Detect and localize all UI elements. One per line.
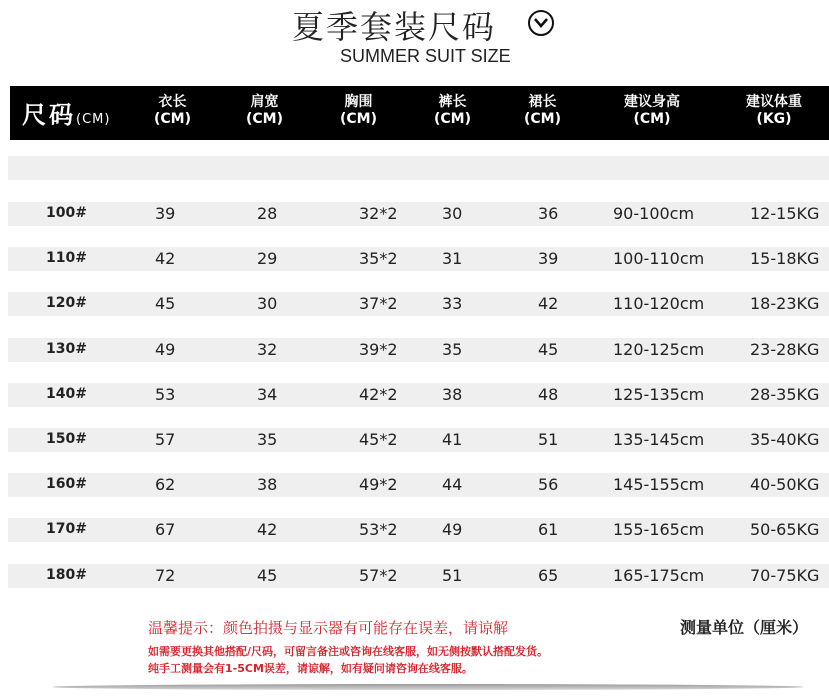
measurement-unit-label: 测量单位（厘米） (680, 618, 809, 637)
table-row (8, 292, 829, 316)
value-cell: 45 (538, 340, 559, 359)
header-col-height (624, 94, 680, 128)
value-cell: 39 (155, 204, 176, 223)
note-exchange: 如需要更换其他搭配/尺码，可留言备注或咨询在线客服，如无侧按默认搭配发货。 (148, 645, 549, 658)
value-cell: 34 (257, 385, 278, 404)
value-cell: 36 (538, 204, 559, 223)
col-name: 建议身高 (624, 94, 680, 110)
notice-text: 温馨提示：颜色拍摄与显示器有可能存在误差，请谅解 (148, 619, 509, 637)
value-cell: 53 (155, 385, 176, 404)
value-cell: 53*2 (359, 520, 398, 539)
value-cell: 49*2 (359, 475, 398, 494)
value-cell: 30 (257, 294, 278, 313)
value-cell: 42 (538, 294, 559, 313)
value-cell: 18-23KG (750, 294, 820, 313)
value-cell: 57*2 (359, 566, 398, 585)
header-col-skirt-length (524, 94, 561, 128)
size-cell: 150# (46, 431, 87, 447)
col-unit: (CM) (154, 111, 192, 127)
col-unit: (CM) (340, 111, 378, 127)
col-unit: (CM) (434, 111, 472, 127)
size-cell: 140# (46, 386, 87, 402)
value-cell: 45 (257, 566, 278, 585)
chevron-down-circle-icon[interactable] (528, 10, 554, 36)
blank-row (8, 156, 829, 180)
size-cell: 160# (46, 476, 87, 492)
value-cell: 49 (442, 520, 463, 539)
table-row (8, 473, 829, 497)
value-cell: 28 (257, 204, 278, 223)
table-row (8, 383, 829, 407)
col-name: 建议体重 (746, 94, 802, 110)
value-cell: 38 (442, 385, 463, 404)
value-cell: 51 (442, 566, 463, 585)
table-row (8, 247, 829, 271)
value-cell: 32 (257, 340, 278, 359)
value-cell: 45 (155, 294, 176, 313)
size-cell: 170# (46, 521, 87, 537)
value-cell: 41 (442, 430, 463, 449)
header-col-weight (746, 94, 802, 128)
value-cell: 44 (442, 475, 463, 494)
col-unit: (CM) (524, 111, 562, 127)
value-cell: 31 (442, 249, 463, 268)
header-col-shoulder (246, 94, 283, 128)
value-cell: 48 (538, 385, 559, 404)
title-area (0, 0, 829, 80)
page-subtitle: SUMMER SUIT SIZE (340, 46, 511, 66)
value-cell: 35 (442, 340, 463, 359)
value-cell: 135-145cm (613, 430, 705, 449)
header-size-label (22, 95, 110, 130)
value-cell: 39 (538, 249, 559, 268)
value-cell: 120-125cm (613, 340, 705, 359)
value-cell: 32*2 (359, 204, 398, 223)
table-row (8, 338, 829, 362)
value-cell: 35-40KG (750, 430, 820, 449)
value-cell: 35 (257, 430, 278, 449)
table-row (8, 518, 829, 542)
col-name: 裤长 (438, 94, 467, 110)
page-title: 夏季套装尺码 (292, 8, 497, 46)
bottom-shadow-divider (52, 684, 804, 690)
col-unit: (CM) (633, 111, 671, 127)
value-cell: 29 (257, 249, 278, 268)
value-cell: 23-28KG (750, 340, 820, 359)
value-cell: 51 (538, 430, 559, 449)
table-row (8, 428, 829, 452)
col-name: 衣长 (158, 94, 187, 110)
value-cell: 42 (155, 249, 176, 268)
value-cell: 145-155cm (613, 475, 705, 494)
table-row (8, 564, 829, 588)
value-cell: 49 (155, 340, 176, 359)
value-cell: 155-165cm (613, 520, 705, 539)
value-cell: 33 (442, 294, 463, 313)
col-unit: (CM) (246, 111, 284, 127)
col-unit: (KG) (756, 111, 792, 127)
value-cell: 39*2 (359, 340, 398, 359)
value-cell: 165-175cm (613, 566, 705, 585)
value-cell: 30 (442, 204, 463, 223)
value-cell: 40-50KG (750, 475, 820, 494)
size-cell: 100# (46, 205, 87, 221)
value-cell: 12-15KG (750, 204, 820, 223)
size-cell: 180# (46, 567, 87, 583)
value-cell: 125-135cm (613, 385, 705, 404)
value-cell: 35*2 (359, 249, 398, 268)
value-cell: 42 (257, 520, 278, 539)
value-cell: 90-100cm (613, 204, 695, 223)
value-cell: 45*2 (359, 430, 398, 449)
value-cell: 37*2 (359, 294, 398, 313)
col-name: 胸围 (344, 94, 373, 110)
col-name: 肩宽 (250, 94, 279, 110)
value-cell: 42*2 (359, 385, 398, 404)
value-cell: 38 (257, 475, 278, 494)
size-cell: 110# (46, 250, 87, 266)
value-cell: 72 (155, 566, 176, 585)
size-cell: 120# (46, 295, 87, 311)
table-header (10, 86, 829, 140)
value-cell: 28-35KG (750, 385, 820, 404)
header-col-pants-length (434, 94, 471, 128)
size-unit-text: (CM) (76, 112, 111, 127)
table-row (8, 202, 829, 226)
value-cell: 62 (155, 475, 176, 494)
size-label-text: 尺码 (22, 101, 76, 129)
value-cell: 70-75KG (750, 566, 820, 585)
size-cell: 130# (46, 341, 87, 357)
col-name: 裙长 (528, 94, 557, 110)
value-cell: 110-120cm (613, 294, 705, 313)
value-cell: 65 (538, 566, 559, 585)
value-cell: 57 (155, 430, 176, 449)
note-measurement-error: 纯手工测量会有1-5CM误差，请谅解，如有疑问请咨询在线客服。 (148, 662, 473, 675)
value-cell: 50-65KG (750, 520, 820, 539)
header-col-chest (340, 94, 377, 128)
value-cell: 100-110cm (613, 249, 705, 268)
value-cell: 15-18KG (750, 249, 820, 268)
header-col-clothes-length (154, 94, 191, 128)
value-cell: 67 (155, 520, 176, 539)
value-cell: 56 (538, 475, 559, 494)
value-cell: 61 (538, 520, 559, 539)
